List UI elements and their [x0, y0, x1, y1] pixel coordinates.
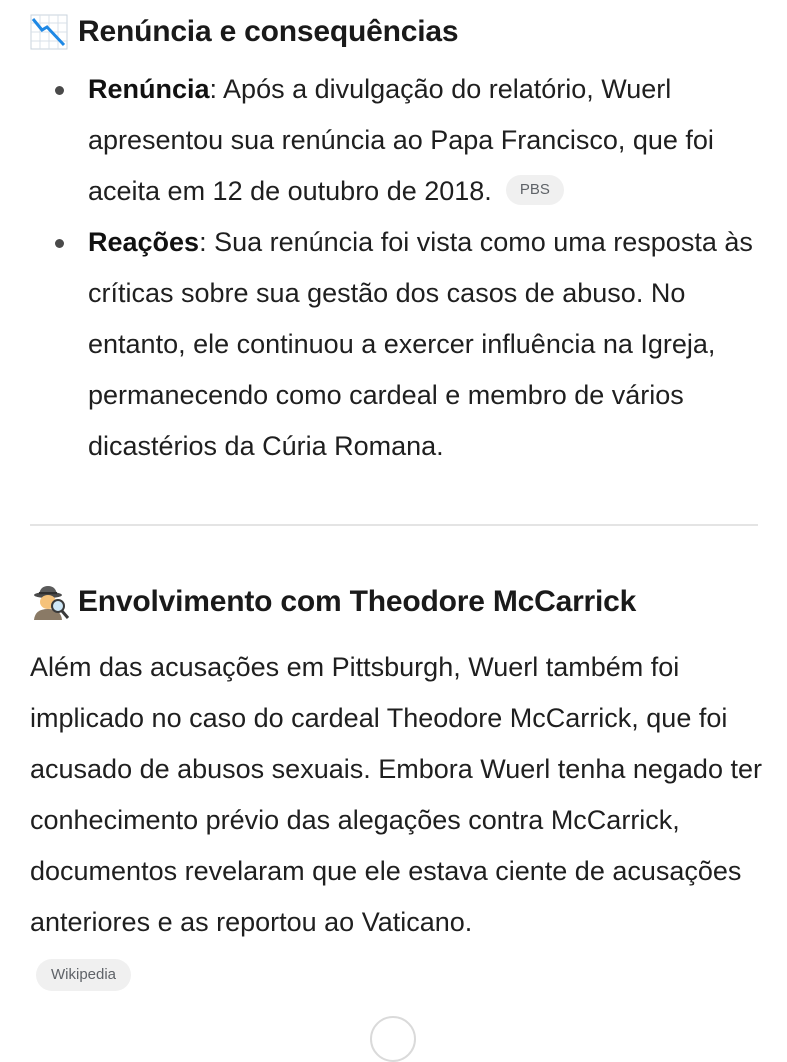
section-heading-mccarrick: [30, 584, 636, 620]
bullet-term: Reações: [88, 227, 200, 257]
bullet-dot: [55, 86, 64, 95]
section-heading-renuncia: [30, 14, 458, 50]
detective-icon: [30, 584, 70, 620]
bullet-text: : Sua renúncia foi vista como uma resposta às críticas sobre sua gestão dos casos de abuso. No entanto, ele continuou a exercer influência na Igreja, permanecendo como cardeal e membro de vários dicastérios da Cúria Romana.: [88, 227, 753, 461]
source-chip-pbs[interactable]: PBS: [506, 175, 564, 205]
bullet-dot: [55, 239, 64, 248]
source-chip-wikipedia[interactable]: Wikipedia: [36, 959, 131, 991]
bullet-list: [0, 64, 787, 472]
bullet-text: : Após a divulgação do relatório, Wuerl apresentou sua renúncia ao Papa Francisco, que foi aceita em 12 de outubro de 2018.: [88, 74, 714, 206]
section-title: Renúncia e consequências: [78, 15, 459, 48]
bullet-term: Renúncia: [88, 74, 210, 104]
scroll-button[interactable]: [370, 1016, 416, 1062]
list-item: [0, 64, 787, 217]
section-divider: [30, 524, 758, 526]
section-title: Envolvimento com Theodore McCarrick: [78, 585, 637, 618]
chart-decreasing-icon: [30, 14, 70, 50]
body-paragraph: Além das acusações em Pittsburgh, Wuerl também foi implicado no caso do cardeal Theodore McCarrick, que foi acusado de abusos sexuais. Embora Wuerl tenha negado ter conhecimento prévio das alegações contra McCarrick, documentos revelaram que ele estava ciente de acusações anteriores e as reportou ao Vaticano.: [30, 652, 762, 937]
list-item: [0, 217, 787, 472]
